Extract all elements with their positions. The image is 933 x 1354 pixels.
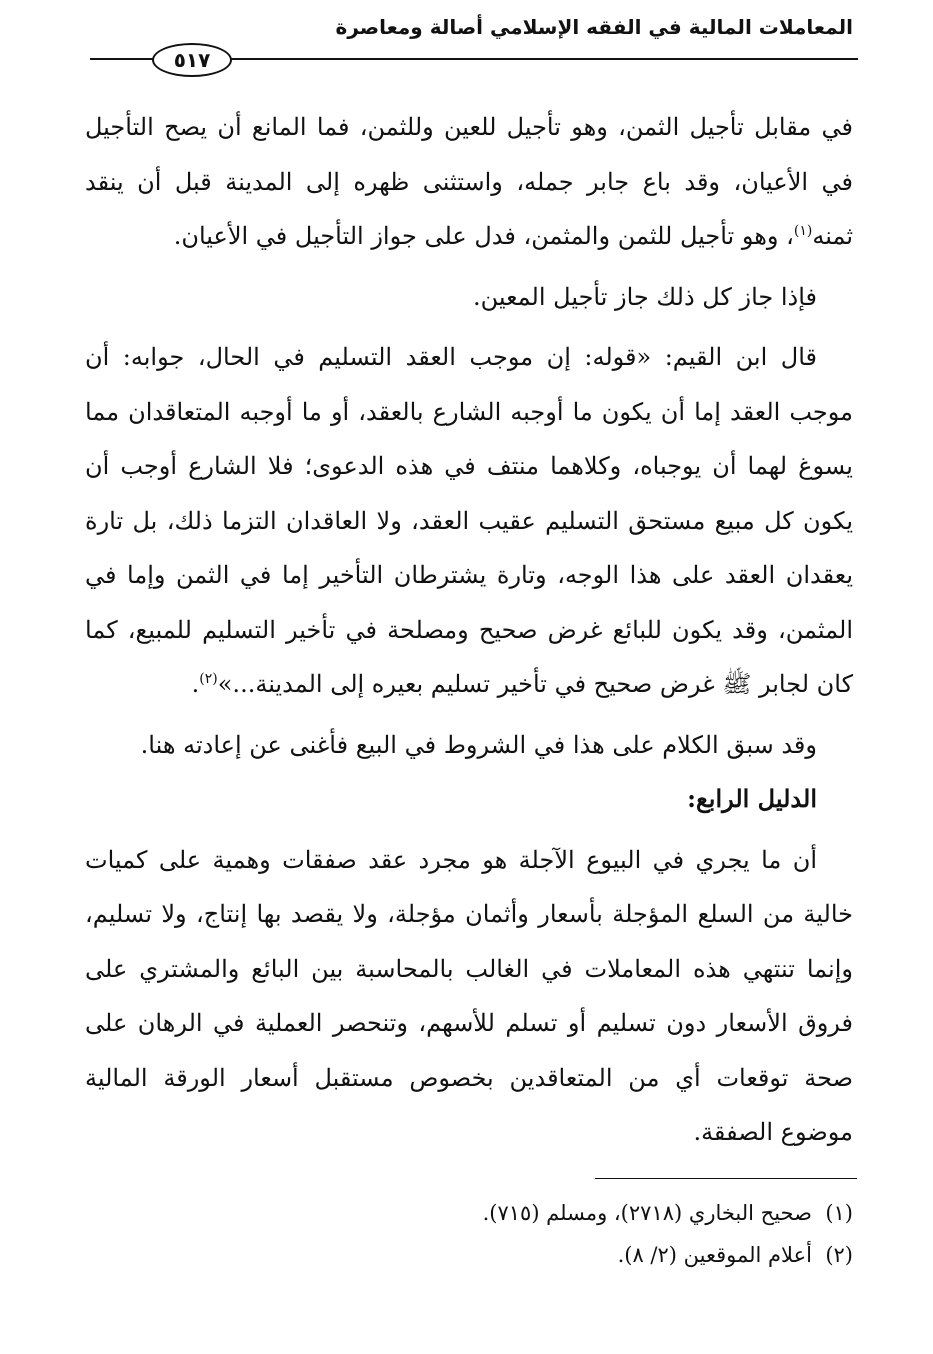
- footnote-rule: [595, 1178, 857, 1179]
- footnote-ref-2: (٢): [199, 671, 218, 687]
- footnote-1: [85, 1192, 853, 1234]
- section-heading: الدليل الرابع:: [687, 784, 817, 813]
- footnotes: [85, 1192, 853, 1276]
- footnote-2: [85, 1234, 853, 1276]
- footnote-1-text: صحيح البخاري (٢٧١٨)، ومسلم (٧١٥).: [482, 1201, 812, 1225]
- paragraph-3: [85, 330, 853, 712]
- footnote-2-text: أعلام الموقعين (٢/ ٨).: [617, 1243, 812, 1267]
- paragraph-1-text: في مقابل تأجيل الثمن، وهو تأجيل للعين وللثمن، فما المانع أن يصح التأجيل في الأعيان، وقد باع جابر جمله، واستثنى ظهره إلى المدينة قبل أن ينقد ثمنه: [85, 113, 853, 250]
- footnote-1-marker: (١): [825, 1201, 853, 1225]
- paragraph-4: وقد سبق الكلام على هذا في الشروط في البيع فأغنى عن إعادته هنا.: [140, 730, 817, 759]
- footnote-2-marker: (٢): [825, 1243, 853, 1267]
- main-text: [85, 100, 853, 1160]
- paragraph-2: فإذا جاز كل ذلك جاز تأجيل المعين.: [472, 282, 817, 311]
- footnote-ref-1: (١): [793, 223, 813, 239]
- paragraph-3-end: .: [191, 670, 200, 698]
- page-number: ٥١٧: [152, 43, 232, 77]
- paragraph-3-text: قال ابن القيم: «قوله: إن موجب العقد التسليم في الحال، جوابه: أن موجب العقد إما أن يكون ما أوجبه الشارع بالعقد، أو ما أوجبه المتعاقدان مما يسوغ لهما أن يوجباه، وكلاهما منتف في هذه الدعوى؛ فلا الشارع أوجب أن يكون كل مبيع مستحق التسليم عقيب العقد، ولا العاقدان التزما ذلك، بل تارة يعقدان العقد على هذا الوجه، وتارة يشترطان التأخير إما في الثمن وإما في المثمن، وقد يكون للبائع غرض صحيح ومصلحة في تأخير التسليم للمبيع، كما كان لجابر ﷺ غرض صحيح في تأخير تسليم بعيره إلى المدينة...»: [85, 343, 853, 698]
- paragraph-5: أن ما يجري في البيوع الآجلة هو مجرد عقد صفقات وهمية على كميات خالية من السلع المؤجلة بأسعار وأثمان مؤجلة، ولا يقصد بها إنتاج، ولا تسليم، وإنما تنتهي هذه المعاملات في الغالب بالمحاسبة بين البائع والمشتري على فروق الأسعار دون تسليم أو تسلم للأسهم، وتنحصر العملية في الرهان على صحة توقعات أي من المتعاقدين بخصوص مستقبل أسعار الورقة المالية موضوع الصفقة.: [85, 845, 853, 1146]
- paragraph-1-text-end: ، وهو تأجيل للثمن والمثمن، فدل على جواز التأجيل في الأعيان.: [173, 222, 794, 250]
- running-head-title: المعاملات المالية في الفقه الإسلامي أصالة ومعاصرة: [335, 15, 853, 39]
- paragraph-1: [85, 100, 853, 264]
